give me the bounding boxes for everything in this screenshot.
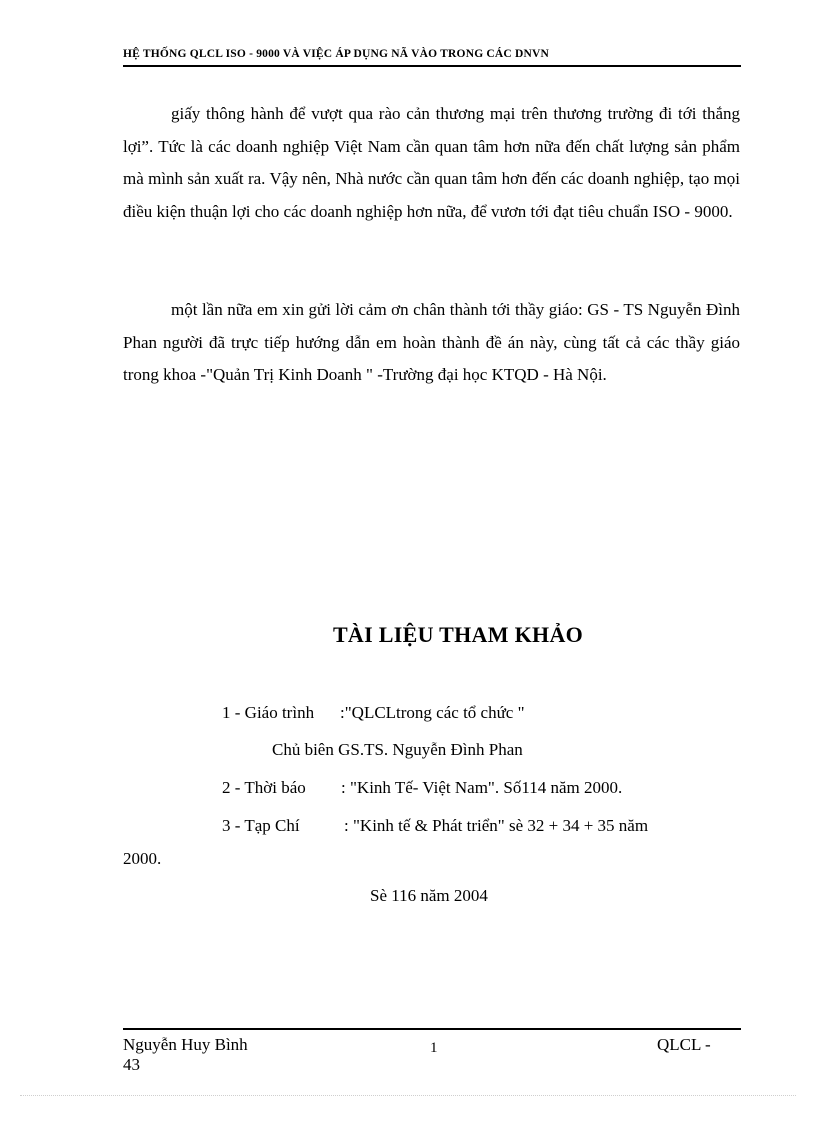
reference-4: Sè 116 năm 2004 xyxy=(370,886,488,905)
reference-2-label: 2 - Thời báo xyxy=(222,778,306,797)
footer-rule xyxy=(123,1028,741,1030)
footer-author-name: Nguyễn Huy Bình xyxy=(123,1035,248,1054)
footer-author-continuation: 43 xyxy=(123,1055,140,1074)
footer-author xyxy=(123,1035,248,1075)
reference-1-value: :"QLCLtrong các tổ chức " xyxy=(340,703,525,722)
reference-3-label: 3 - Tạp Chí xyxy=(222,816,300,835)
body-paragraph-2: một lần nữa em xin gửi lời cảm ơn chân thành tới thầy giáo: GS - TS Nguyễn Đình Phan người đã trực tiếp hướng dẫn em hoàn thành đề án này, cùng tất cả các thầy giáo trong khoa -"Quản Trị Kinh Doanh " -Trường đại học KTQD - Hà Nội. xyxy=(123,300,740,385)
reference-1-editor: Chủ biên GS.TS. Nguyễn Đình Phan xyxy=(272,740,523,759)
footer-class-code: QLCL - xyxy=(657,1035,711,1054)
reference-1-label: 1 - Giáo trình xyxy=(222,703,315,722)
references-title: TÀI LIỆU THAM KHẢO xyxy=(332,622,584,647)
page-edge-divider xyxy=(20,1095,796,1096)
reference-3-continuation: 2000. xyxy=(123,849,162,868)
page-number: 1 xyxy=(430,1040,438,1056)
running-header: HỆ THỐNG QLCL ISO - 9000 VÀ VIỆC ÁP DỤNG NÃ VÀO TRONG CÁC DNVN xyxy=(123,48,550,60)
header-rule xyxy=(123,65,741,67)
reference-3-value: : "Kinh tế & Phát triển" sè 32 + 34 + 35 năm xyxy=(344,816,649,835)
reference-2-value: : "Kinh Tế- Việt Nam". Số114 năm 2000. xyxy=(341,778,623,797)
body-paragraph-1: giấy thông hành để vượt qua rào cản thương mại trên thương trường đi tới thắng lợi”. Tức là các doanh nghiệp Việt Nam cần quan tâm hơn nữa đến chất lượng sản phẩm mà mình sản xuất ra. Vậy nên, Nhà nước cần quan tâm hơn đến các doanh nghiệp, tạo mọi điều kiện thuận lợi cho các doanh nghiệp hơn nữa, để vươn tới đạt tiêu chuẩn ISO - 9000. xyxy=(123,104,740,222)
